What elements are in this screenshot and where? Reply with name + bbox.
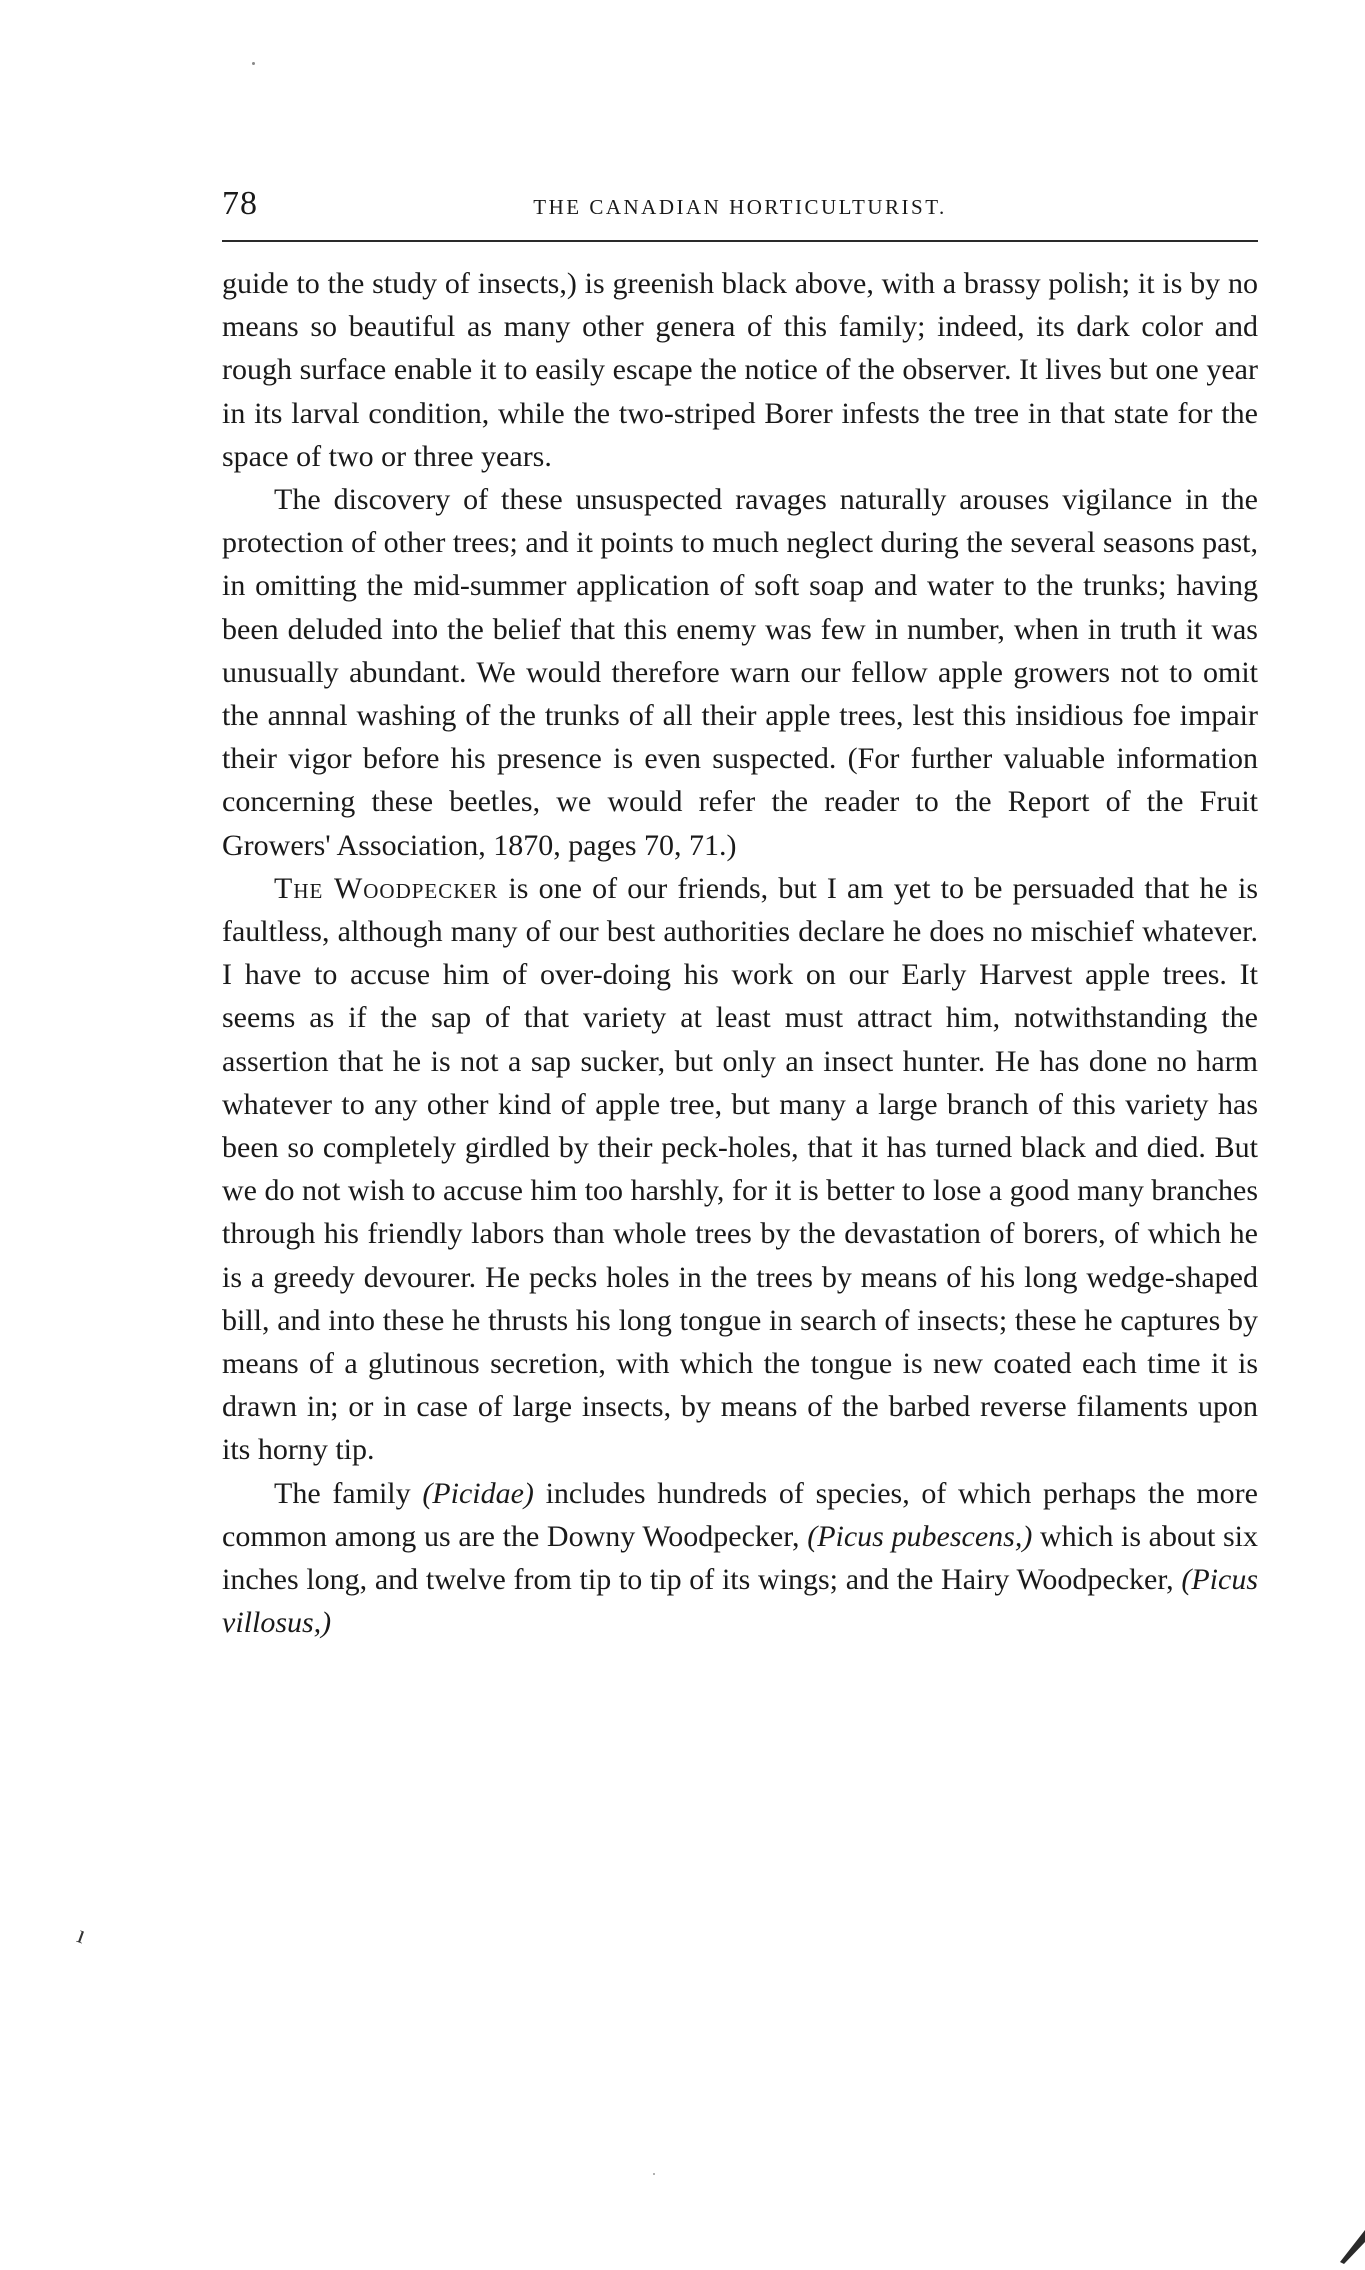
family-text-1: The family <box>274 1476 423 1510</box>
paragraph-discovery: The discovery of these unsuspected ravages naturally arouses vigilance in the protection of other trees; and it points to much neglect during the several seasons past, in omitting the mid-summer application of soft soap and water to the trunks; having been deluded into the belief that this enemy was few in number, when in truth it was unusually abundant. We would therefore warn our fellow apple growers not to omit the annnal washing of the trunks of all their apple trees, lest this insidious foe impair their vigor before his presence is even suspected. (For further valuable information concerning these beetles, we would refer the reader to the Report of the Fruit Growers' Association, 1870, pages 70, 71.) <box>222 483 1258 862</box>
page-corner-mark <box>1330 2222 1365 2270</box>
family-text-2: includes hundreds of species, of which perhaps the more common among us are the Downy Woodpecker, <box>222 1476 1258 1553</box>
page-header <box>222 185 1258 229</box>
paragraph-woodpecker <box>222 867 1258 1472</box>
downy-latin-name: (Picus pubescens,) <box>807 1519 1033 1553</box>
paragraph-family <box>222 1472 1258 1645</box>
body-text <box>222 262 1258 1645</box>
ink-mark: ı <box>73 1919 91 1950</box>
woodpecker-lead: The Woodpecker <box>274 871 499 905</box>
running-head: THE CANADIAN HORTICULTURIST. <box>533 195 947 219</box>
paragraph-continued: guide to the study of insects,) is greenish black above, with a brassy polish; it is by no means so beautiful as many other genera of this family; indeed, its dark color and rough surface enable it to easily escape the notice of the observer. It lives but one year in its larval condition, while the two-striped Borer infests the tree in that state for the space of two or three years. <box>222 267 1258 473</box>
header-rule <box>222 240 1258 242</box>
page-number: 78 <box>222 185 258 222</box>
hairy-latin-name: (Picus villosus,) <box>222 1563 1258 1640</box>
woodpecker-text: is one of our friends, but I am yet to be persuaded that he is faultless, although many of our best authorities declare he does no mischief whatever. I have to accuse him of over-doing his work on our Early Harvest apple trees. It seems as if the sap of that variety at least must attract him, notwithstanding the assertion that he is not a sap sucker, but only an insect hunter. He has done no harm whatever to any other kind of apple tree, but many a large branch of this variety has been so completely girdled by their peck-holes, that it has turned black and died. But we do not wish to accuse him too harshly, for it is better to lose a good many branches through his friendly labors than whole trees by the devastation of borers, of which he is a greedy devourer. He pecks holes in the trees by means of his long wedge-shaped bill, and into these he thrusts his long tongue in search of insects; these he captures by means of a glutinous secretion, with which the tongue is new coated each time it is drawn in; or in case of large insects, by means of the barbed reverse filaments upon its horny tip. <box>222 871 1258 1467</box>
family-text-3: which is about six inches long, and twelve from tip to tip of its wings; and the Hairy Woodpecker, <box>222 1519 1258 1597</box>
speck-mark <box>653 2173 655 2175</box>
speck-mark <box>252 62 255 65</box>
family-latin-name: (Picidae) <box>422 1476 534 1510</box>
